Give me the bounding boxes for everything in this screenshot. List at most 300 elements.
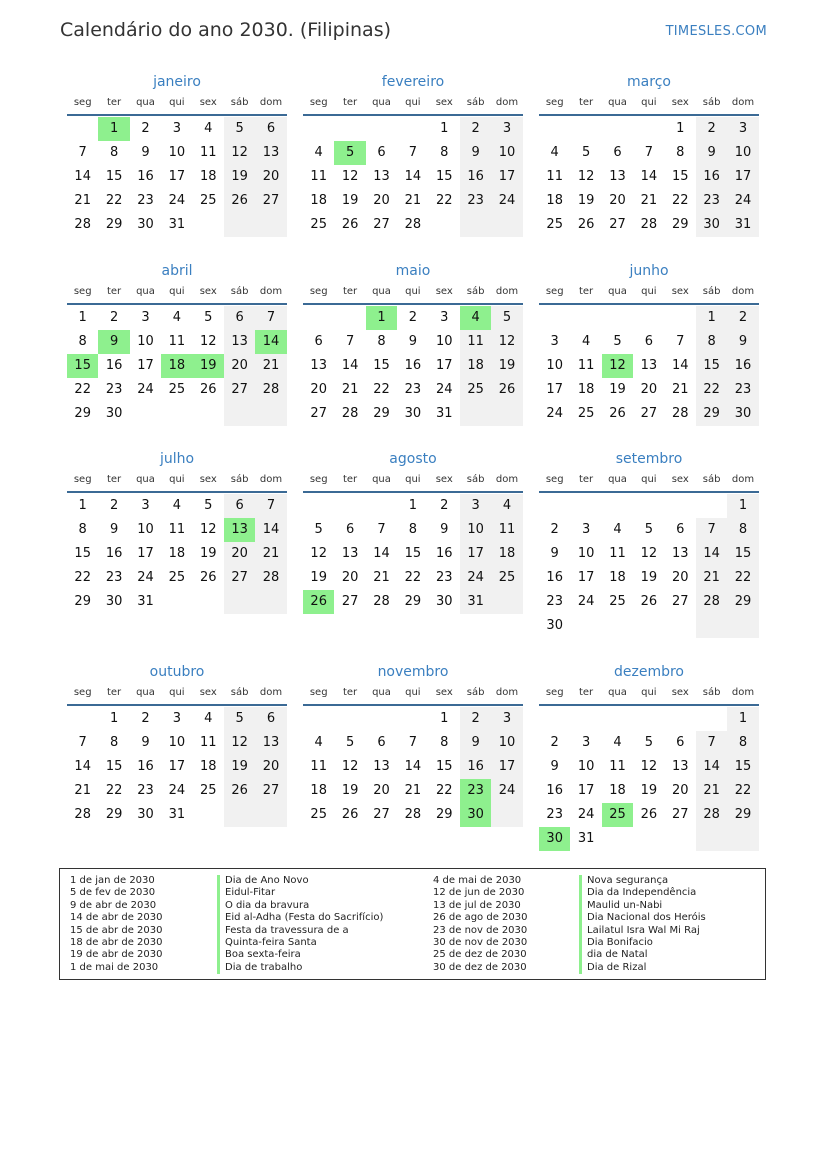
- day-cell[interactable]: 22: [727, 566, 758, 590]
- day-cell[interactable]: 24: [546, 406, 563, 421]
- day-cell[interactable]: 10: [137, 522, 154, 537]
- day-cell[interactable]: 7: [255, 494, 286, 518]
- day-cell[interactable]: 16: [546, 783, 563, 798]
- day-cell[interactable]: 25: [199, 193, 217, 208]
- day-cell[interactable]: 16: [696, 165, 727, 189]
- day-cell[interactable]: 2: [440, 498, 449, 513]
- day-cell[interactable]: 27: [224, 378, 255, 402]
- day-cell[interactable]: 17: [491, 165, 522, 189]
- day-cell[interactable]: 13: [373, 169, 390, 184]
- day-cell[interactable]: 20: [609, 193, 626, 208]
- day-cell[interactable]: 29: [727, 803, 758, 827]
- day-cell[interactable]: 4: [581, 334, 591, 349]
- day-cell[interactable]: 9: [460, 141, 491, 165]
- day-cell[interactable]: 25: [491, 566, 522, 590]
- day-cell[interactable]: 22: [74, 382, 91, 397]
- day-cell[interactable]: 9: [550, 546, 559, 561]
- day-cell[interactable]: 5: [204, 310, 213, 325]
- day-cell[interactable]: 20: [671, 783, 689, 798]
- day-cell[interactable]: 13: [310, 358, 327, 373]
- day-cell[interactable]: 18: [577, 382, 595, 397]
- day-cell[interactable]: 7: [377, 522, 386, 537]
- day-cell[interactable]: 31: [577, 831, 595, 846]
- day-cell[interactable]: 17: [168, 169, 186, 184]
- day-cell[interactable]: 16: [404, 358, 422, 373]
- day-cell[interactable]: 2: [141, 121, 150, 136]
- day-cell[interactable]: 4: [172, 498, 181, 513]
- day-cell[interactable]: 11: [609, 546, 626, 561]
- day-cell[interactable]: 9: [408, 334, 417, 349]
- day-cell[interactable]: 30: [435, 594, 453, 609]
- day-cell[interactable]: 7: [408, 145, 417, 160]
- day-cell[interactable]: 29: [404, 594, 422, 609]
- day-cell[interactable]: 10: [168, 735, 186, 750]
- day-cell[interactable]: 3: [491, 117, 522, 141]
- day-cell[interactable]: 23: [546, 807, 563, 822]
- day-cell[interactable]: 29: [435, 807, 453, 822]
- day-cell[interactable]: 2: [550, 735, 559, 750]
- day-cell[interactable]: 27: [255, 189, 286, 213]
- day-cell[interactable]: 17: [727, 165, 758, 189]
- day-cell[interactable]: 9: [98, 330, 129, 354]
- day-cell[interactable]: 31: [727, 213, 758, 237]
- day-cell[interactable]: 29: [74, 406, 91, 421]
- day-cell[interactable]: 21: [74, 783, 91, 798]
- day-cell[interactable]: 22: [74, 570, 91, 585]
- day-cell[interactable]: 11: [310, 759, 327, 774]
- day-cell[interactable]: 3: [460, 494, 491, 518]
- day-cell[interactable]: 28: [341, 406, 359, 421]
- day-cell[interactable]: 10: [577, 759, 595, 774]
- day-cell[interactable]: 14: [341, 358, 359, 373]
- day-cell[interactable]: 18: [199, 759, 217, 774]
- day-cell[interactable]: 27: [255, 779, 286, 803]
- day-cell[interactable]: 30: [105, 406, 123, 421]
- day-cell[interactable]: 23: [105, 570, 123, 585]
- day-cell[interactable]: 14: [74, 169, 91, 184]
- day-cell[interactable]: 30: [137, 217, 154, 232]
- day-cell[interactable]: 2: [141, 711, 150, 726]
- day-cell[interactable]: 5: [204, 498, 213, 513]
- day-cell[interactable]: 31: [137, 594, 154, 609]
- day-cell[interactable]: 6: [644, 334, 653, 349]
- day-cell[interactable]: 15: [105, 169, 123, 184]
- day-cell[interactable]: 2: [727, 306, 758, 330]
- day-cell[interactable]: 23: [105, 382, 123, 397]
- day-cell[interactable]: 4: [460, 306, 491, 330]
- day-cell[interactable]: 8: [78, 334, 87, 349]
- day-cell[interactable]: 10: [577, 546, 595, 561]
- day-cell[interactable]: 21: [74, 193, 91, 208]
- day-cell[interactable]: 2: [460, 117, 491, 141]
- day-cell[interactable]: 8: [727, 731, 758, 755]
- day-cell[interactable]: 3: [581, 522, 591, 537]
- day-cell[interactable]: 25: [310, 217, 327, 232]
- day-cell[interactable]: 5: [224, 707, 255, 731]
- day-cell[interactable]: 21: [696, 566, 727, 590]
- day-cell[interactable]: 12: [577, 169, 595, 184]
- day-cell[interactable]: 13: [373, 759, 390, 774]
- day-cell[interactable]: 24: [491, 189, 522, 213]
- day-cell[interactable]: 17: [137, 546, 154, 561]
- brand-logo-text[interactable]: TIMESLES.COM: [665, 24, 767, 39]
- day-cell[interactable]: 2: [109, 498, 119, 513]
- day-cell[interactable]: 14: [696, 755, 727, 779]
- day-cell[interactable]: 20: [224, 542, 255, 566]
- day-cell[interactable]: 12: [640, 546, 658, 561]
- day-cell[interactable]: 29: [373, 406, 390, 421]
- day-cell[interactable]: 28: [640, 217, 658, 232]
- day-cell[interactable]: 14: [671, 358, 689, 373]
- day-cell[interactable]: 19: [341, 193, 359, 208]
- day-cell[interactable]: 16: [137, 759, 154, 774]
- day-cell[interactable]: 22: [105, 193, 123, 208]
- day-cell[interactable]: 16: [727, 354, 758, 378]
- day-cell[interactable]: 16: [460, 755, 491, 779]
- day-cell[interactable]: 4: [204, 121, 213, 136]
- day-cell[interactable]: 3: [440, 310, 449, 325]
- day-cell[interactable]: 25: [199, 783, 217, 798]
- day-cell[interactable]: 13: [341, 546, 359, 561]
- day-cell[interactable]: 10: [460, 518, 491, 542]
- day-cell[interactable]: 6: [224, 306, 255, 330]
- day-cell[interactable]: 12: [341, 759, 359, 774]
- day-cell[interactable]: 29: [74, 594, 91, 609]
- day-cell[interactable]: 25: [460, 378, 491, 402]
- day-cell[interactable]: 18: [161, 354, 192, 378]
- day-cell[interactable]: 13: [671, 759, 689, 774]
- day-cell[interactable]: 18: [491, 542, 522, 566]
- day-cell[interactable]: 2: [460, 707, 491, 731]
- day-cell[interactable]: 5: [314, 522, 323, 537]
- day-cell[interactable]: 1: [78, 310, 87, 325]
- day-cell[interactable]: 28: [696, 803, 727, 827]
- day-cell[interactable]: 6: [255, 117, 286, 141]
- day-cell[interactable]: 26: [640, 807, 658, 822]
- day-cell[interactable]: 15: [696, 354, 727, 378]
- day-cell[interactable]: 16: [137, 169, 154, 184]
- day-cell[interactable]: 5: [613, 334, 622, 349]
- day-cell[interactable]: 19: [640, 783, 658, 798]
- day-cell[interactable]: 10: [435, 334, 453, 349]
- day-cell[interactable]: 6: [676, 522, 685, 537]
- day-cell[interactable]: 17: [137, 358, 154, 373]
- day-cell[interactable]: 12: [491, 330, 522, 354]
- day-cell[interactable]: 15: [404, 546, 422, 561]
- day-cell[interactable]: 22: [435, 783, 453, 798]
- day-cell[interactable]: 28: [255, 378, 286, 402]
- day-cell[interactable]: 11: [168, 522, 186, 537]
- day-cell[interactable]: 14: [255, 330, 286, 354]
- day-cell[interactable]: 1: [366, 306, 397, 330]
- day-cell[interactable]: 5: [581, 145, 591, 160]
- day-cell[interactable]: 18: [460, 354, 491, 378]
- day-cell[interactable]: 7: [676, 334, 685, 349]
- day-cell[interactable]: 3: [581, 735, 591, 750]
- day-cell[interactable]: 30: [137, 807, 154, 822]
- day-cell[interactable]: 14: [74, 759, 91, 774]
- day-cell[interactable]: 5: [644, 522, 653, 537]
- day-cell[interactable]: 22: [435, 193, 453, 208]
- day-cell[interactable]: 9: [727, 330, 758, 354]
- day-cell[interactable]: 28: [696, 590, 727, 614]
- day-cell[interactable]: 10: [137, 334, 154, 349]
- day-cell[interactable]: 27: [224, 566, 255, 590]
- day-cell[interactable]: 4: [204, 711, 213, 726]
- day-cell[interactable]: 6: [345, 522, 355, 537]
- day-cell[interactable]: 20: [671, 570, 689, 585]
- day-cell[interactable]: 27: [373, 217, 390, 232]
- day-cell[interactable]: 14: [373, 546, 390, 561]
- day-cell[interactable]: 17: [491, 755, 522, 779]
- day-cell[interactable]: 26: [609, 406, 626, 421]
- day-cell[interactable]: 27: [671, 807, 689, 822]
- day-cell[interactable]: 20: [224, 354, 255, 378]
- day-cell[interactable]: 26: [224, 779, 255, 803]
- day-cell[interactable]: 25: [168, 570, 186, 585]
- day-cell[interactable]: 29: [696, 402, 727, 426]
- day-cell[interactable]: 25: [310, 807, 327, 822]
- day-cell[interactable]: 19: [341, 783, 359, 798]
- day-cell[interactable]: 7: [78, 145, 87, 160]
- day-cell[interactable]: 5: [644, 735, 653, 750]
- day-cell[interactable]: 18: [609, 570, 626, 585]
- day-cell[interactable]: 18: [546, 193, 563, 208]
- day-cell[interactable]: 13: [224, 330, 255, 354]
- day-cell[interactable]: 25: [168, 382, 186, 397]
- day-cell[interactable]: 7: [696, 731, 727, 755]
- day-cell[interactable]: 6: [255, 707, 286, 731]
- day-cell[interactable]: 26: [224, 189, 255, 213]
- day-cell[interactable]: 22: [373, 382, 390, 397]
- day-cell[interactable]: 27: [671, 594, 689, 609]
- day-cell[interactable]: 14: [404, 759, 422, 774]
- day-cell[interactable]: 6: [613, 145, 622, 160]
- day-cell[interactable]: 19: [310, 570, 327, 585]
- day-cell[interactable]: 11: [199, 735, 217, 750]
- day-cell[interactable]: 10: [491, 731, 522, 755]
- day-cell[interactable]: 2: [408, 310, 417, 325]
- day-cell[interactable]: 15: [727, 755, 758, 779]
- day-cell[interactable]: 8: [676, 145, 685, 160]
- day-cell[interactable]: 26: [640, 594, 658, 609]
- day-cell[interactable]: 16: [546, 570, 563, 585]
- day-cell[interactable]: 20: [373, 783, 390, 798]
- day-cell[interactable]: 26: [303, 590, 334, 614]
- day-cell[interactable]: 2: [696, 117, 727, 141]
- day-cell[interactable]: 1: [727, 707, 758, 731]
- day-cell[interactable]: 3: [550, 334, 559, 349]
- day-cell[interactable]: 19: [491, 354, 522, 378]
- day-cell[interactable]: 30: [696, 213, 727, 237]
- day-cell[interactable]: 20: [255, 755, 286, 779]
- day-cell[interactable]: 25: [609, 594, 626, 609]
- day-cell[interactable]: 21: [404, 193, 422, 208]
- day-cell[interactable]: 16: [105, 358, 123, 373]
- day-cell[interactable]: 28: [74, 217, 91, 232]
- day-cell[interactable]: 15: [435, 169, 453, 184]
- day-cell[interactable]: 9: [440, 522, 449, 537]
- day-cell[interactable]: 11: [577, 358, 595, 373]
- day-cell[interactable]: 8: [408, 522, 417, 537]
- day-cell[interactable]: 2: [109, 310, 119, 325]
- day-cell[interactable]: 18: [310, 193, 327, 208]
- day-cell[interactable]: 3: [141, 310, 150, 325]
- day-cell[interactable]: 23: [404, 382, 422, 397]
- day-cell[interactable]: 1: [440, 711, 449, 726]
- day-cell[interactable]: 23: [435, 570, 453, 585]
- day-cell[interactable]: 15: [373, 358, 390, 373]
- day-cell[interactable]: 7: [408, 735, 417, 750]
- day-cell[interactable]: 26: [199, 570, 217, 585]
- day-cell[interactable]: 11: [460, 330, 491, 354]
- day-cell[interactable]: 8: [440, 145, 449, 160]
- day-cell[interactable]: 12: [199, 334, 217, 349]
- day-cell[interactable]: 24: [137, 382, 154, 397]
- day-cell[interactable]: 8: [377, 334, 386, 349]
- day-cell[interactable]: 8: [696, 330, 727, 354]
- day-cell[interactable]: 20: [640, 382, 658, 397]
- day-cell[interactable]: 21: [404, 783, 422, 798]
- day-cell[interactable]: 23: [137, 783, 154, 798]
- day-cell[interactable]: 30: [546, 618, 563, 633]
- day-cell[interactable]: 3: [172, 711, 181, 726]
- day-cell[interactable]: 15: [67, 354, 98, 378]
- day-cell[interactable]: 21: [341, 382, 359, 397]
- day-cell[interactable]: 20: [310, 382, 327, 397]
- day-cell[interactable]: 24: [460, 566, 491, 590]
- day-cell[interactable]: 11: [310, 169, 327, 184]
- day-cell[interactable]: 5: [491, 306, 522, 330]
- day-cell[interactable]: 21: [255, 354, 286, 378]
- day-cell[interactable]: 19: [224, 165, 255, 189]
- day-cell[interactable]: 26: [491, 378, 522, 402]
- day-cell[interactable]: 23: [546, 594, 563, 609]
- day-cell[interactable]: 3: [172, 121, 181, 136]
- day-cell[interactable]: 24: [577, 594, 595, 609]
- day-cell[interactable]: 27: [609, 217, 626, 232]
- day-cell[interactable]: 23: [460, 779, 491, 803]
- day-cell[interactable]: 26: [341, 217, 359, 232]
- day-cell[interactable]: 8: [109, 735, 119, 750]
- day-cell[interactable]: 4: [314, 145, 323, 160]
- day-cell[interactable]: 6: [676, 735, 685, 750]
- day-cell[interactable]: 12: [341, 169, 359, 184]
- day-cell[interactable]: 23: [137, 193, 154, 208]
- day-cell[interactable]: 8: [727, 518, 758, 542]
- day-cell[interactable]: 13: [671, 546, 689, 561]
- day-cell[interactable]: 25: [546, 217, 563, 232]
- day-cell[interactable]: 30: [539, 827, 570, 851]
- day-cell[interactable]: 8: [109, 145, 119, 160]
- day-cell[interactable]: 19: [199, 546, 217, 561]
- day-cell[interactable]: 10: [491, 141, 522, 165]
- day-cell[interactable]: 12: [199, 522, 217, 537]
- day-cell[interactable]: 25: [577, 406, 595, 421]
- day-cell[interactable]: 19: [224, 755, 255, 779]
- day-cell[interactable]: 8: [440, 735, 449, 750]
- day-cell[interactable]: 3: [727, 117, 758, 141]
- day-cell[interactable]: 21: [671, 382, 689, 397]
- day-cell[interactable]: 22: [727, 779, 758, 803]
- day-cell[interactable]: 1: [676, 121, 685, 136]
- day-cell[interactable]: 1: [440, 121, 449, 136]
- day-cell[interactable]: 19: [609, 382, 626, 397]
- day-cell[interactable]: 11: [609, 759, 626, 774]
- day-cell[interactable]: 12: [640, 759, 658, 774]
- day-cell[interactable]: 22: [671, 193, 689, 208]
- day-cell[interactable]: 28: [404, 807, 422, 822]
- day-cell[interactable]: 3: [141, 498, 150, 513]
- day-cell[interactable]: 7: [696, 518, 727, 542]
- day-cell[interactable]: 4: [613, 735, 622, 750]
- day-cell[interactable]: 16: [460, 165, 491, 189]
- day-cell[interactable]: 7: [644, 145, 653, 160]
- day-cell[interactable]: 24: [491, 779, 522, 803]
- day-cell[interactable]: 4: [550, 145, 559, 160]
- day-cell[interactable]: 4: [314, 735, 323, 750]
- day-cell[interactable]: 10: [727, 141, 758, 165]
- day-cell[interactable]: 27: [373, 807, 390, 822]
- day-cell[interactable]: 14: [404, 169, 422, 184]
- day-cell[interactable]: 30: [404, 406, 422, 421]
- day-cell[interactable]: 19: [193, 354, 224, 378]
- day-cell[interactable]: 15: [671, 169, 689, 184]
- day-cell[interactable]: 27: [341, 594, 359, 609]
- day-cell[interactable]: 1: [696, 306, 727, 330]
- day-cell[interactable]: 9: [141, 145, 150, 160]
- day-cell[interactable]: 29: [727, 590, 758, 614]
- day-cell[interactable]: 6: [224, 494, 255, 518]
- day-cell[interactable]: 11: [168, 334, 186, 349]
- day-cell[interactable]: 20: [341, 570, 359, 585]
- day-cell[interactable]: 16: [105, 546, 123, 561]
- day-cell[interactable]: 31: [168, 217, 186, 232]
- day-cell[interactable]: 10: [168, 145, 186, 160]
- day-cell[interactable]: 19: [640, 570, 658, 585]
- day-cell[interactable]: 4: [491, 494, 522, 518]
- day-cell[interactable]: 28: [255, 566, 286, 590]
- day-cell[interactable]: 9: [696, 141, 727, 165]
- day-cell[interactable]: 22: [696, 378, 727, 402]
- day-cell[interactable]: 10: [546, 358, 563, 373]
- day-cell[interactable]: 5: [345, 735, 355, 750]
- day-cell[interactable]: 9: [550, 759, 559, 774]
- day-cell[interactable]: 26: [199, 382, 217, 397]
- day-cell[interactable]: 14: [255, 518, 286, 542]
- day-cell[interactable]: 24: [435, 382, 453, 397]
- day-cell[interactable]: 7: [255, 306, 286, 330]
- day-cell[interactable]: 17: [577, 570, 595, 585]
- day-cell[interactable]: 21: [255, 542, 286, 566]
- day-cell[interactable]: 23: [696, 189, 727, 213]
- day-cell[interactable]: 16: [435, 546, 453, 561]
- day-cell[interactable]: 22: [404, 570, 422, 585]
- day-cell[interactable]: 29: [671, 217, 689, 232]
- day-cell[interactable]: 30: [727, 402, 758, 426]
- day-cell[interactable]: 14: [696, 542, 727, 566]
- day-cell[interactable]: 11: [199, 145, 217, 160]
- day-cell[interactable]: 31: [435, 406, 453, 421]
- day-cell[interactable]: 1: [98, 117, 129, 141]
- day-cell[interactable]: 24: [137, 570, 154, 585]
- day-cell[interactable]: 7: [345, 334, 355, 349]
- day-cell[interactable]: 17: [577, 783, 595, 798]
- day-cell[interactable]: 8: [78, 522, 87, 537]
- day-cell[interactable]: 15: [435, 759, 453, 774]
- day-cell[interactable]: 15: [74, 546, 91, 561]
- day-cell[interactable]: 12: [602, 354, 633, 378]
